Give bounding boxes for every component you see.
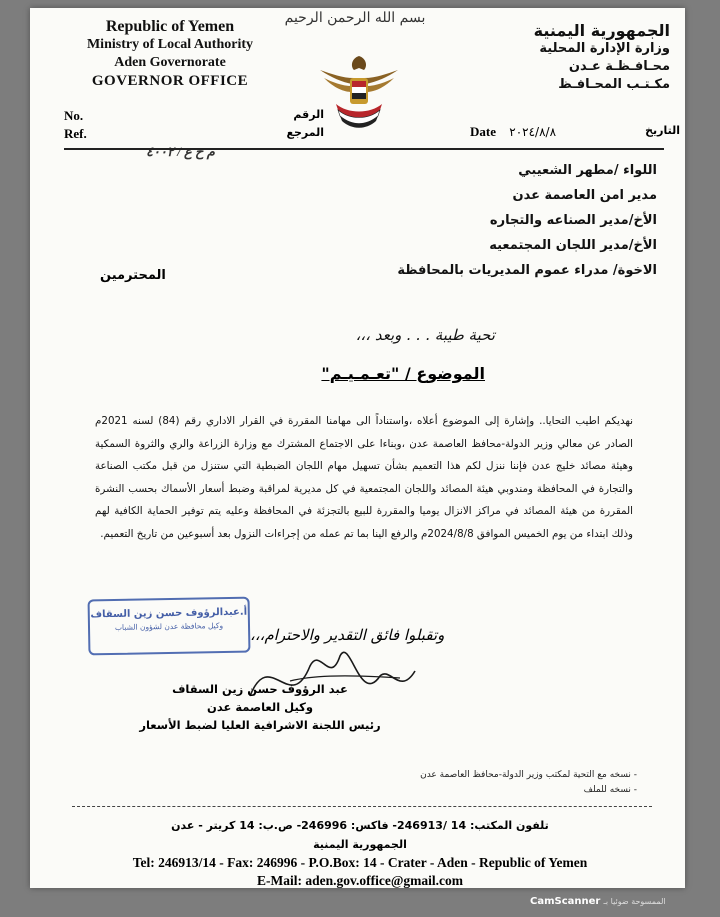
recipient-line: الأخ/مدير الصناعه والتجاره <box>489 213 657 228</box>
closing-line: وتقبلوا فائق التقدير والاحترام،،، <box>250 626 445 644</box>
footer-divider <box>72 806 652 807</box>
recipient-line: مدير امن العاصمة عدن <box>512 188 657 203</box>
camscanner-watermark <box>530 896 720 907</box>
copies-list <box>420 768 637 798</box>
arabic-footer <box>60 816 660 854</box>
letter-page <box>30 8 685 888</box>
english-footer <box>50 854 670 890</box>
header-divider <box>64 148 664 150</box>
recipient-line: الاخوة/ مدراء عموم المديريات بالمحافظة <box>397 263 657 278</box>
signer-block <box>110 680 410 734</box>
ref-row <box>64 126 324 159</box>
copy-line: - نسخه للملف <box>420 783 637 798</box>
english-letterhead <box>70 18 270 90</box>
recipient-line: الأخ/مدير اللجان المجتمعيه <box>489 238 657 253</box>
signer-committee: رئيس اللجنة الاشرافية العليا لضبط الأسعار <box>139 718 381 732</box>
en-contact: Tel: 246913/14 - Fax: 246996 - P.O.Box: 14 - Crater - Aden - Republic of Yemen <box>132 855 588 870</box>
ref-label: Ref. <box>64 126 87 141</box>
ref-value: م ح ع / ٤٠٠٢ <box>146 144 215 159</box>
stamp-role: وكيل محافظة عدن لشؤون الشباب <box>114 621 224 632</box>
basmala: بسم الله الرحمن الرحيم <box>284 10 426 26</box>
date-value: ٢٠٢٤/٨/٨ <box>509 125 557 139</box>
en-office: GOVERNOR OFFICE <box>91 73 249 89</box>
greeting: تحية طيبة . . . وبعد ،،، <box>355 326 495 344</box>
stamp-name: أ.عبدالرؤوف حسن زين السقاف <box>90 606 248 621</box>
official-stamp <box>88 597 251 656</box>
ar-country: الجمهورية اليمنية <box>533 21 670 40</box>
signer-title: وكيل العاصمة عدن <box>207 700 313 714</box>
ar-governorate: محـافـظـة عـدن <box>568 59 670 74</box>
recipient-line: اللواء /مطهر الشعيبي <box>518 163 657 178</box>
copy-line: - نسخه مع التحية لمكتب وزير الدولة-محافظ العاصمة عدن <box>420 768 637 783</box>
no-label: No. <box>64 108 84 123</box>
en-governorate: Aden Governorate <box>114 55 226 70</box>
no-label-ar: الرقم <box>293 108 324 121</box>
signer-name: عبد الرؤوف حسن زين السقاف <box>172 682 348 696</box>
recipients-list <box>97 158 657 283</box>
arabic-letterhead <box>470 22 670 94</box>
letter-body: نهديكم اطيب التحايا.. وإشارة إلى الموضوع أعلاه ،واستناداً الى مهامنا المقررة في القرار الاداري رقم (84) لسنه 2021م الصادر عن معالي وزير الدولة-محافظ العاصمة عدن ،وبناءا على الاجتماع المشترك مع وزارة الزراعة والري والثروة السمكية وهيئة مصائد خليج عدن فإننا ننزل لكم هذا التعميم بشأن تسهيل مهام اللجان الضبطية التي ستنزل من قبل مكتب الصناعة والتجارة في المحافظة ومندوبي هيئة المصائد واللجان المجتمعية في كل مديرية لمراقبة وضبط أسعار الأسماك بحسب النشرة المقررة من هيئة المصائد في مراكز الانزال يوميا والمقررة للبيع بالتجزئة في المحافظة وعليه يتم توفير الحماية الكافية لهم وذلك ابتداء من يوم الخميس الموافق 2024/8/8م والرفع الينا بما تم عمله من إجراءات النزول بعد أسبوعين من تاريخ التعميم. <box>95 415 633 540</box>
reference-block <box>64 108 324 159</box>
date-label-ar: التاريخ <box>645 124 680 137</box>
en-ministry: Ministry of Local Authority <box>86 37 254 52</box>
watermark-label: الممسوحة ضوئيا بـ <box>603 897 666 906</box>
en-email: E-Mail: aden.gov.office@gmail.com <box>256 873 464 888</box>
date-block <box>470 124 680 140</box>
subject-line: الموضوع / "تعـمـيـم" <box>321 364 485 383</box>
ar-ministry: وزارة الإدارة المحلية <box>539 41 670 56</box>
ref-label-ar: المرجع <box>286 126 324 139</box>
watermark-brand: CamScanner <box>530 896 601 907</box>
yemen-eagle-emblem-icon <box>314 48 404 132</box>
ar-office: مكـتـب المحـافـظ <box>558 77 670 92</box>
en-country: Republic of Yemen <box>105 18 235 35</box>
respect-salutation: المحترمين <box>100 268 166 283</box>
ar-footer-country: الجمهورية اليمنية <box>313 838 407 851</box>
number-row <box>64 108 324 126</box>
ar-contact: تلفون المكتب: 14 /246913- فاكس: 246996- ص.ب: 14 كريتر - عدن <box>171 819 549 832</box>
date-label: Date <box>470 124 496 139</box>
